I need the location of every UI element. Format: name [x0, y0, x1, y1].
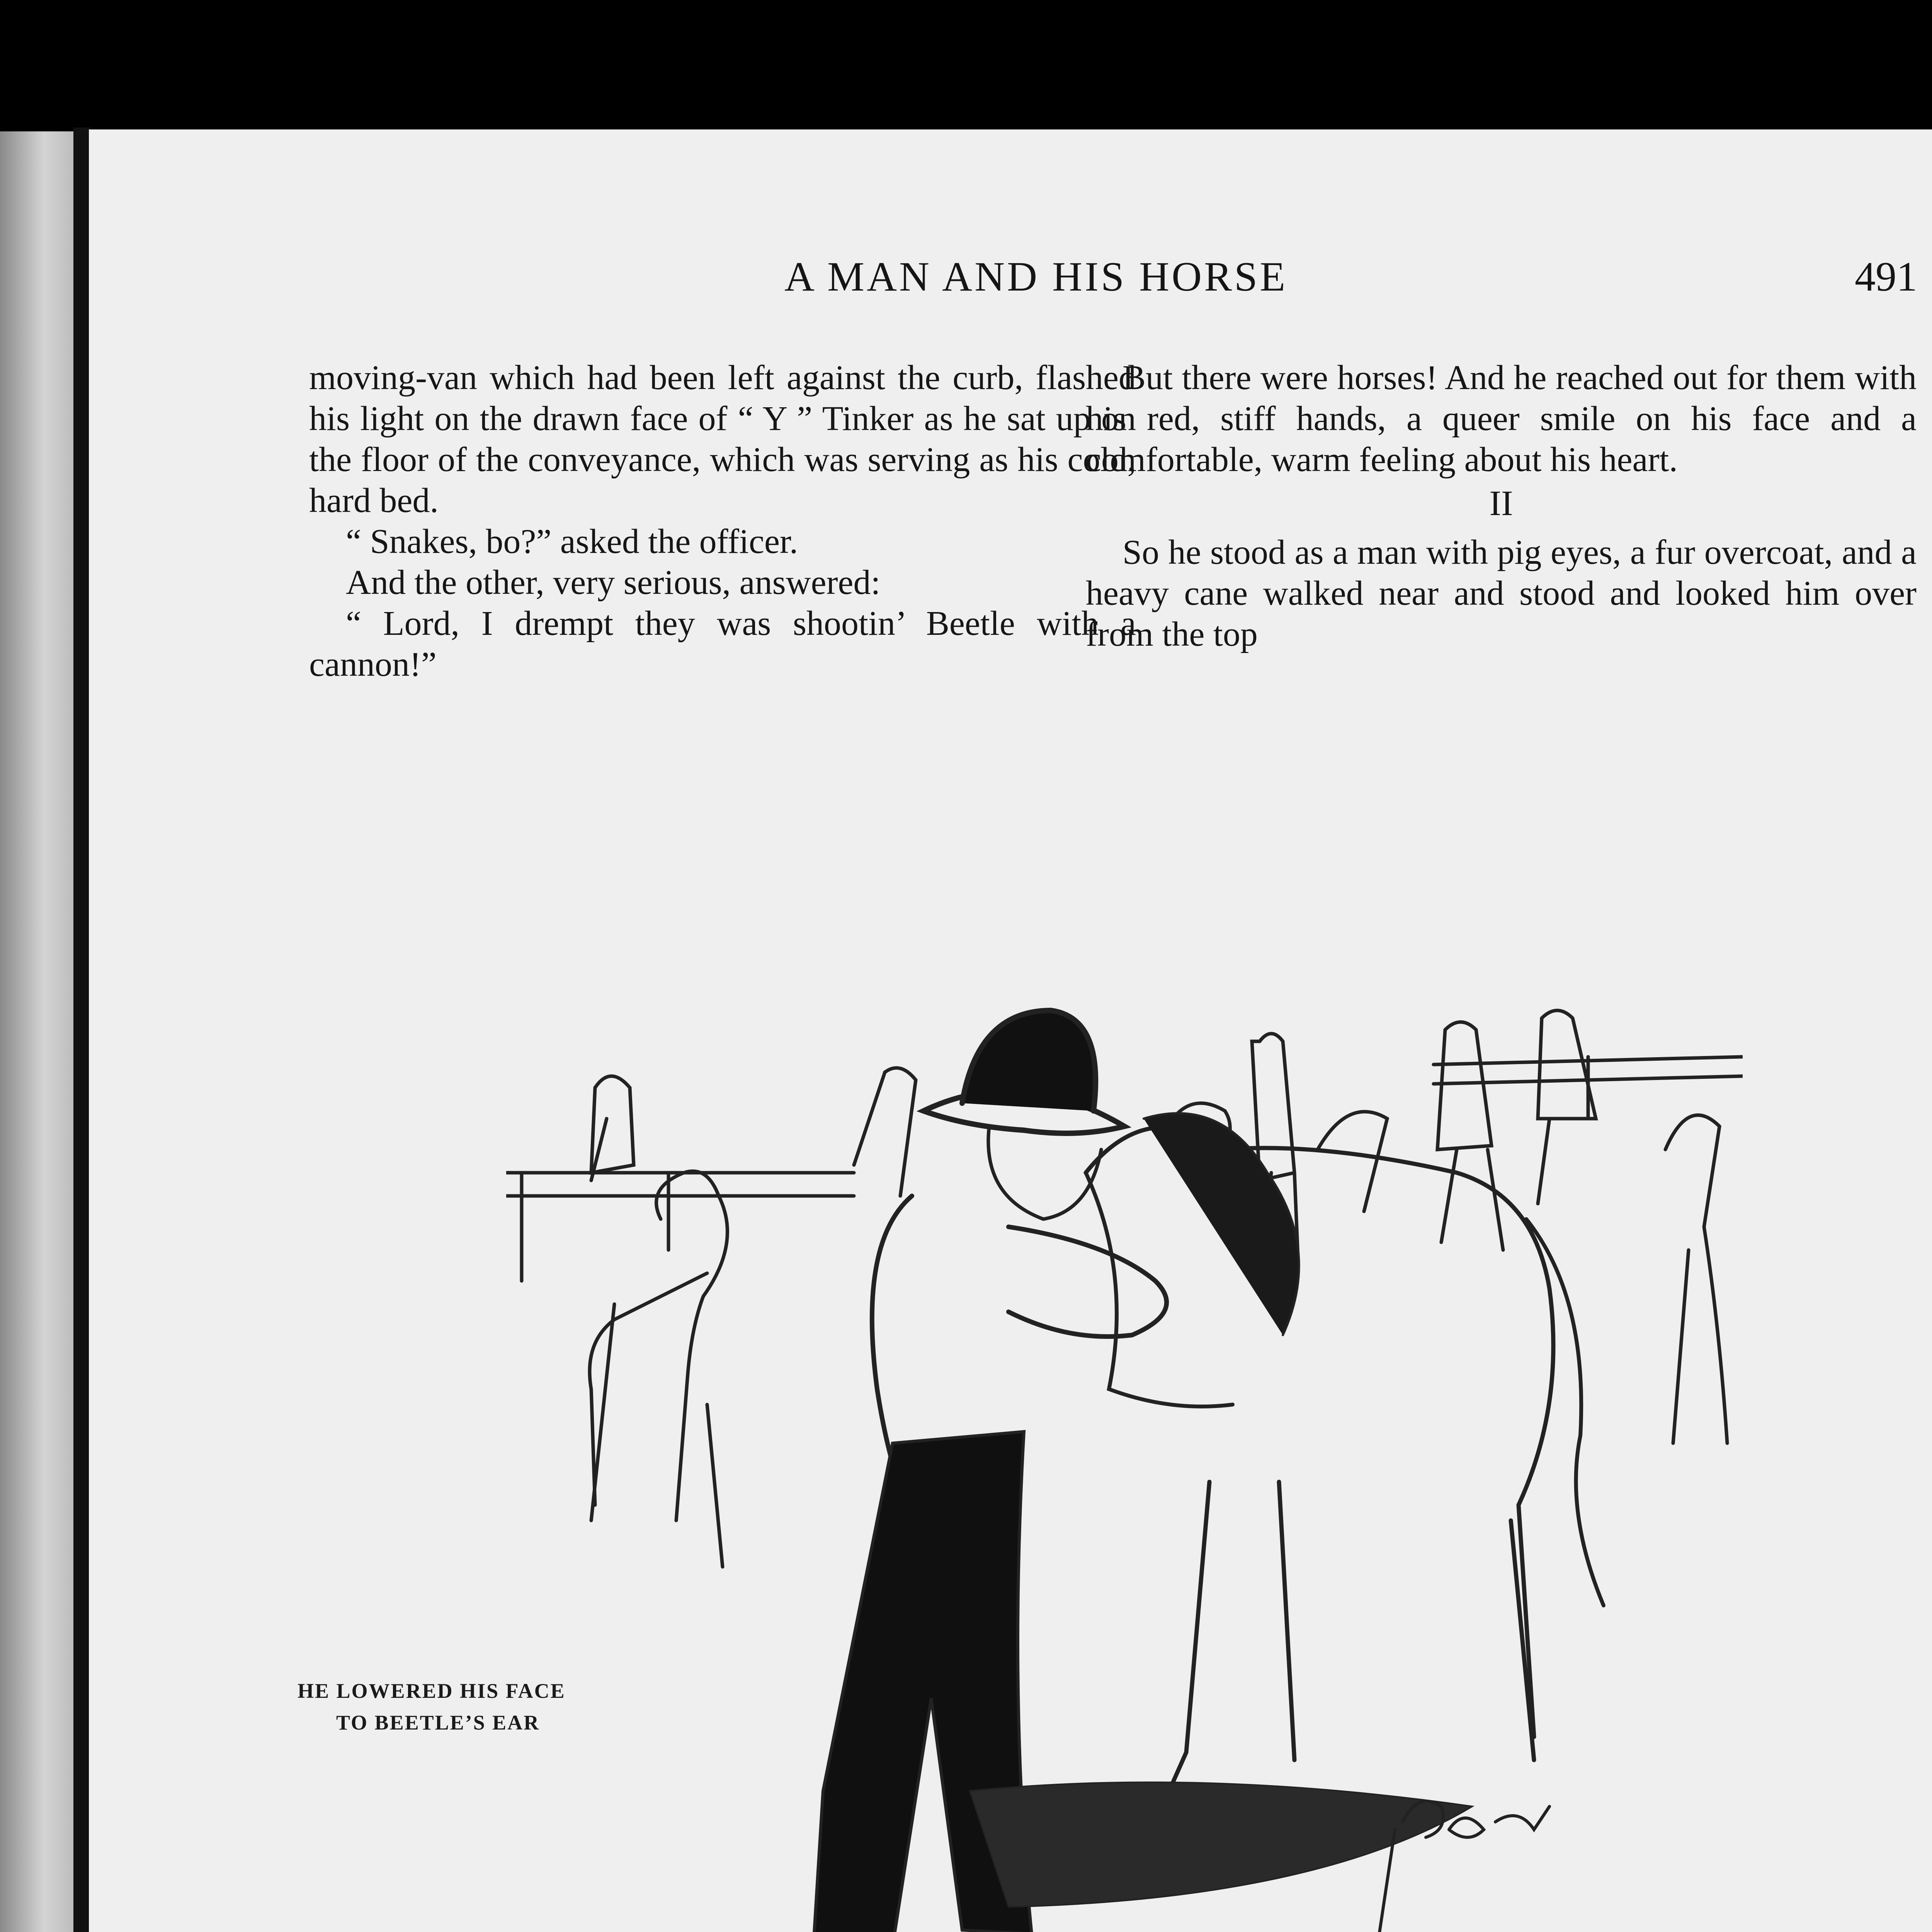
pen-and-ink-illustration	[506, 902, 1743, 1932]
caption-line-2: TO BEETLE’S EAR	[336, 1711, 540, 1734]
paragraph: So he stood as a man with pig eyes, a fur overcoat, and a heavy cane walked near and stood and looked him over from the top	[1086, 533, 1917, 653]
top-right-column	[1086, 357, 1917, 655]
paragraph: “ Lord, I drempt they was shootin’ Beetle with a cannon!”	[309, 604, 1136, 684]
paragraph: But there were horses! And he reached out for them with his red, stiff hands, a queer smile on his face and a comfortable, warm feeling about his heart.	[1086, 359, 1917, 479]
top-left-column	[309, 357, 1136, 685]
caption-line-1: HE LOWERED HIS FACE	[298, 1679, 566, 1702]
previous-page-edge	[0, 131, 73, 1932]
background-horse-left	[590, 1171, 728, 1567]
ground-shadow	[970, 1782, 1472, 1907]
cowboy-hat-crown	[962, 1010, 1095, 1111]
background-man-2	[1437, 1022, 1503, 1250]
paragraph: moving-van which had been left against the curb, flashed his light on the drawn face of “ Y ” Tinker as he sat up on the floor of the conveyance, which was serving as his cold, hard bed.	[309, 359, 1136, 520]
main-horse-tail	[1526, 1219, 1604, 1605]
fence-left	[506, 1173, 854, 1281]
main-horse-body	[1086, 1127, 1553, 1822]
running-head-title: A MAN AND HIS HORSE	[784, 254, 1288, 300]
background-horse-right	[1665, 1115, 1727, 1443]
illustration-caption	[298, 1675, 784, 1738]
background-rider	[591, 1076, 634, 1180]
page-number: 491	[1855, 254, 1917, 300]
paragraph: “ Snakes, bo?” asked the officer.	[346, 522, 798, 561]
section-heading: II	[1489, 483, 1513, 523]
paragraph: And the other, very serious, answered:	[346, 563, 881, 602]
magazine-page	[89, 129, 1932, 1932]
book-gutter	[73, 128, 91, 1932]
background-horse-head	[854, 1068, 916, 1196]
